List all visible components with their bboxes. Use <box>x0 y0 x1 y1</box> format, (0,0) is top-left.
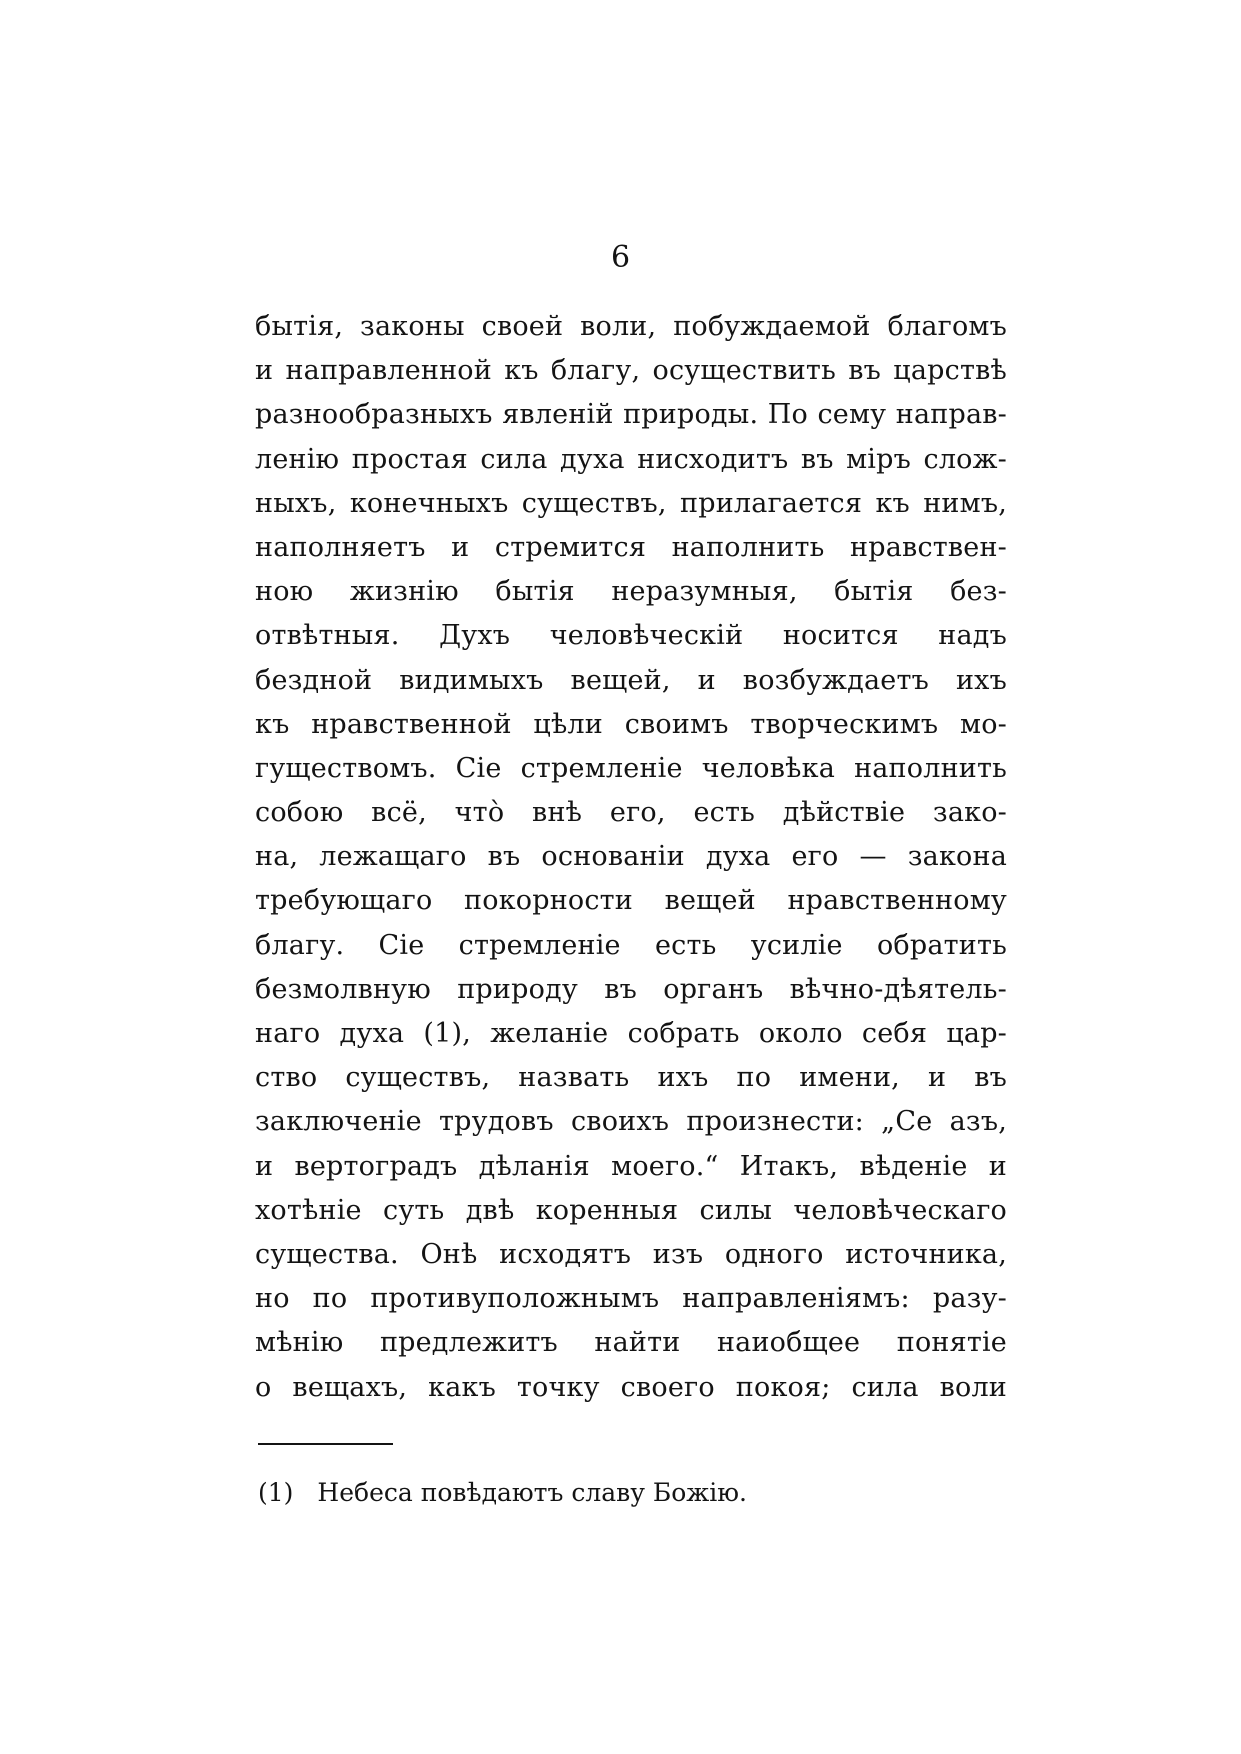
text-line: бытія, законы своей воли, побуждаемой благомъ <box>255 311 1007 342</box>
text-line: мѣнію предлежитъ найти наиобщее понятіе <box>255 1327 1007 1359</box>
footnote-rule <box>258 1443 393 1445</box>
text-line: ною жизнію бытія неразумныя, бытія без- <box>255 576 1007 608</box>
text-line: хотѣніе суть двѣ коренныя силы человѣческаго <box>255 1194 1007 1226</box>
text-line: но по противуположнымъ направленіямъ: разу- <box>255 1283 1007 1315</box>
text-line: заключеніе трудовъ своихъ произнести: „Се азъ, <box>255 1106 1007 1138</box>
page-number: 6 <box>610 240 631 275</box>
text-line: къ нравственной цѣли своимъ творческимъ мо- <box>255 708 1007 740</box>
text-line: благу. Сіе стремленіе есть усиліе обратить <box>255 929 1007 961</box>
main-text <box>255 305 1007 1410</box>
text-line: наполняетъ и стремится наполнить нравствен- <box>255 531 1007 563</box>
text-line: собою всё, что̀ внѣ его, есть дѣйствіе зако- <box>255 797 1007 829</box>
text-line: ленію простая сила духа нисходитъ въ міръ слож- <box>255 443 1007 475</box>
text-line: о вещахъ, какъ точку своего покоя; сила воли <box>255 1371 1007 1403</box>
text-line: безмолвную природу въ органъ вѣчно-дѣятель- <box>255 973 1007 1005</box>
text-line: отвѣтныя. Духъ человѣческій носится надъ <box>255 620 1007 652</box>
text-line: ныхъ, конечныхъ существъ, прилагается къ нимъ, <box>255 487 1007 519</box>
text-line: бездной видимыхъ вещей, и возбуждаетъ ихъ <box>255 664 1007 696</box>
text-line: ство существъ, назвать ихъ по имени, и въ <box>255 1062 1007 1094</box>
text-line: существа. Онѣ исходятъ изъ одного источника, <box>255 1238 1007 1270</box>
footnote-text: Небеса повѣдаютъ славу Божію. <box>317 1478 747 1507</box>
text-line: и вертоградъ дѣланія моего.“ Итакъ, вѣденіе и <box>255 1150 1007 1182</box>
text-line: требующаго покорности вещей нравственному <box>255 885 1007 917</box>
text-line: разнообразныхъ явленій природы. По сему направ- <box>255 399 1007 431</box>
text-line: гуществомъ. Сіе стремленіе человѣка наполнить <box>255 752 1007 784</box>
footnote <box>258 1475 747 1511</box>
text-line: и направленной къ благу, осуществить въ царствѣ <box>255 355 1007 387</box>
text-line: наго духа (1), желаніе собрать около себя цар- <box>255 1018 1007 1049</box>
text-line: на, лежащаго въ основаніи духа его — закона <box>255 841 1007 873</box>
footnote-marker: (1) <box>258 1478 294 1507</box>
